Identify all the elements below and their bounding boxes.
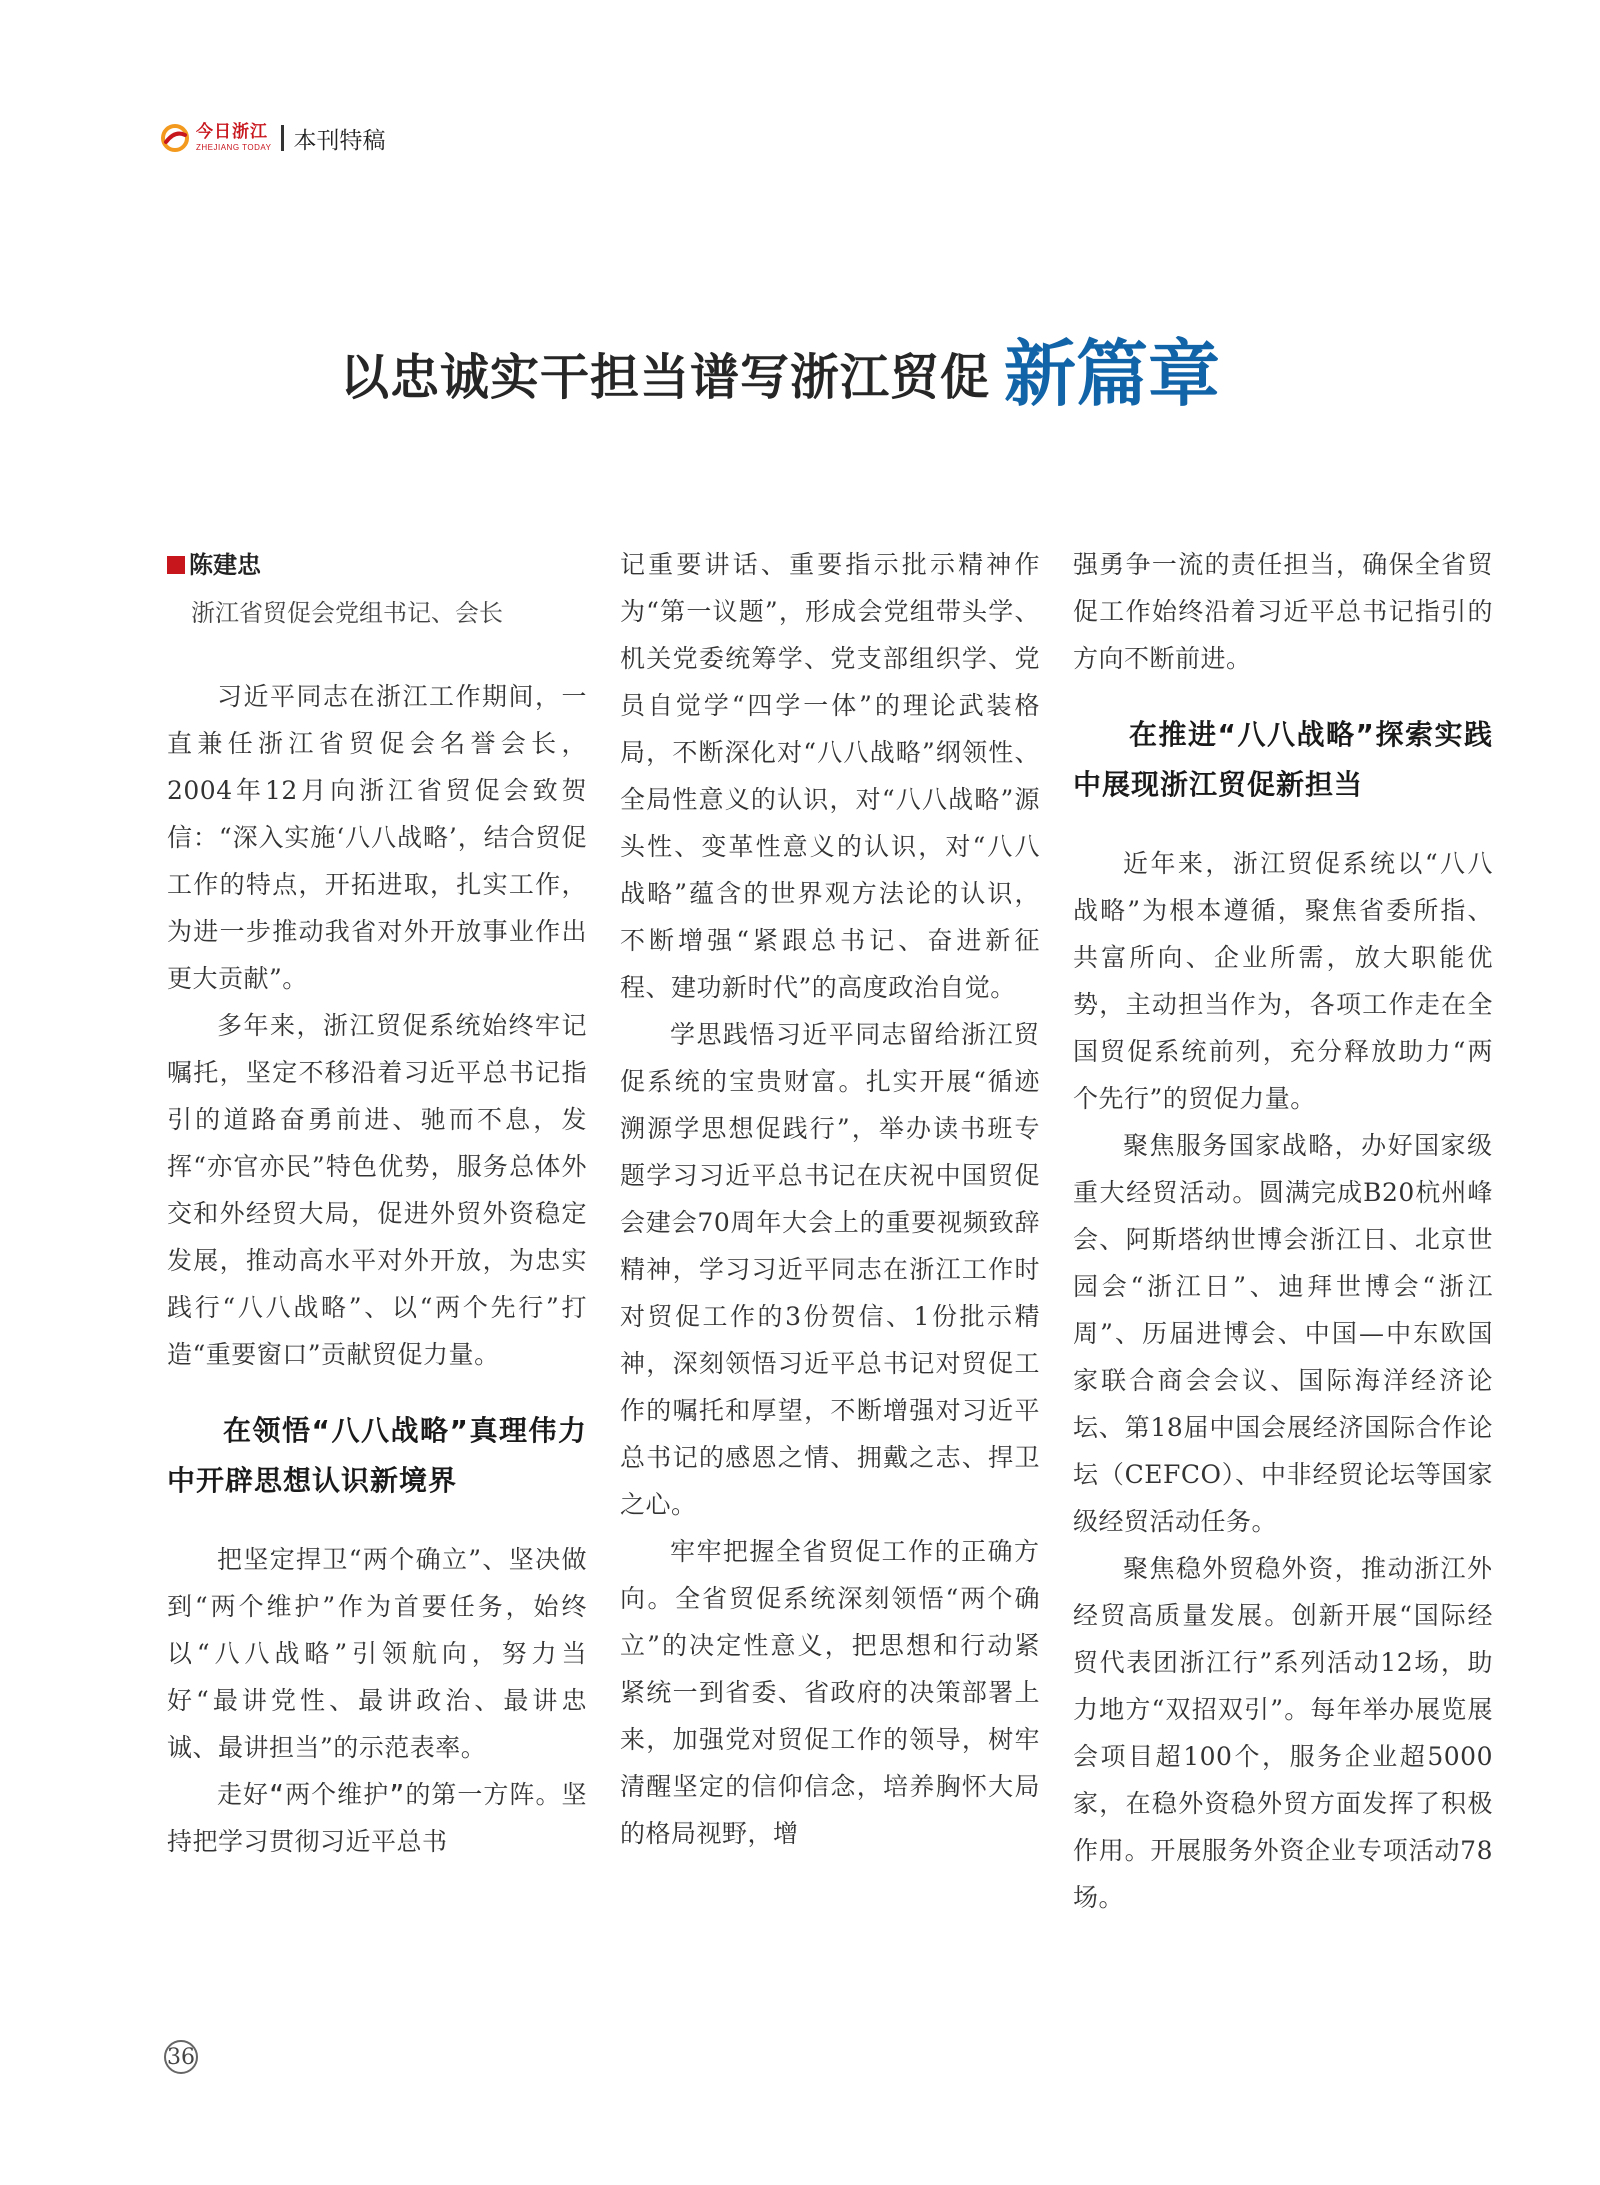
paragraph: 把坚定捍卫“两个确立”、坚决做到“两个维护”作为首要任务，始终以“八八战略”引领航向，努力当好“最讲党性、最讲政治、最讲忠诚、最讲担当”的示范表率。 (167, 1545, 587, 1762)
paragraph: 近年来，浙江贸促系统以“八八战略”为根本遵循，聚焦省委所指、共富所向、企业所需，放大职能优势，主动担当作为，各项工作走在全国贸促系统前列，充分释放助力“两个先行”的贸促力量。 (1073, 849, 1493, 1113)
paragraph-body: 坚持把学习贯彻习近平总书 (167, 1780, 587, 1856)
paragraph: 习近平同志在浙江工作期间，一直兼任浙江省贸促会名誉会长，2004年12月向浙江省贸促会致贺信：“深入实施‘八八战略’，结合贸促工作的特点，开拓进取，扎实工作，为进一步推动我省对外开放事业作出更大贡献”。 (167, 682, 587, 993)
section-heading: 在领悟“八八战略”真理伟力中开辟思想认识新境界 (167, 1414, 587, 1497)
paragraph: 记重要讲话、重要指示批示精神作为“第一议题”，形成会党组带头学、机关党委统筹学、党支部组织学、党员自觉学“四学一体”的理论武装格局，不断深化对“八八战略”纲领性、全局性意义的认识，对“八八战略”源头性、变革性意义的认识，对“八八战略”蕴含的世界观方法论的认识，不断增强“紧跟总书记、奋进新征程、建功新时代”的高度政治自觉。 (620, 550, 1040, 1002)
section-heading: 在推进“八八战略”探索实践中展现浙江贸促新担当 (1073, 718, 1493, 801)
paragraph-body: 全省贸促系统深刻领悟“两个确立”的决定性意义，把思想和行动紧紧统一到省委、省政府的决策部署上来，加强党对贸促工作的领导，树牢清醒坚定的信仰信念，培养胸怀大局的格局视野，增 (620, 1584, 1040, 1848)
paragraph-lead: 聚焦稳外贸稳外资，推动浙江外经贸高质量发展。 (1073, 1554, 1493, 1630)
header-divider (281, 125, 284, 151)
paragraph (167, 1771, 587, 1865)
logo-swirl-icon (160, 123, 190, 153)
text-column-2 (620, 541, 1040, 1857)
paragraph (620, 1011, 1040, 1528)
paragraph-body: 圆满完成B20杭州峰会、阿斯塔纳世博会浙江日、北京世园会“浙江日”、迪拜世博会“浙江周”、历届进博会、中国—中东欧国家联合商会会议、国际海洋经济论坛、第18届中国会展经济国际合作论坛（CEFCO）、中非经贸论坛等国家级经贸活动任务。 (1073, 1178, 1493, 1536)
paragraph (1073, 1545, 1493, 1921)
author-marker (167, 556, 185, 574)
article-title-main: 以忠诚实干担当谱写浙江贸促 (340, 348, 991, 406)
paragraph: 多年来，浙江贸促系统始终牢记嘱托，坚定不移沿着习近平总书记指引的道路奋勇前进、驰而不息，发挥“亦官亦民”特色优势，服务总体外交和外经贸大局，促进外贸外资稳定发展，推动高水平对外开放，为忠实践行“八八战略”、以“两个先行”打造“重要窗口”贡献贸促力量。 (167, 1011, 587, 1369)
paragraph: 强勇争一流的责任担当，确保全省贸促工作始终沿着习近平总书记指引的方向不断前进。 (1073, 550, 1493, 673)
text-column-3 (1073, 541, 1493, 1921)
page-header (160, 118, 385, 158)
author-name: 陈建忠 (189, 551, 261, 579)
paragraph (1073, 1122, 1493, 1545)
section-label: 本刊特稿 (293, 127, 386, 154)
article-title (340, 330, 1221, 416)
author-byline (167, 541, 587, 589)
magazine-logo (160, 123, 271, 153)
paragraph-lead: 牢牢把握全省贸促工作的正确方向。 (620, 1537, 1040, 1613)
text-column-1 (167, 541, 587, 1865)
paragraph-lead: 聚焦服务国家战略，办好国家级重大经贸活动。 (1073, 1131, 1493, 1207)
paragraph-body: 扎实开展“循迹溯源学思想促践行”，举办读书班专题学习习近平总书记在庆祝中国贸促会建会70周年大会上的重要视频致辞精神，学习习近平同志在浙江工作时对贸促工作的3份贺信、1份批示精神，深刻领悟习近平总书记对贸促工作的嘱托和厚望，不断增强对习近平总书记的感恩之情、拥戴之志、捍卫之心。 (620, 1067, 1040, 1519)
logo-english-text: ZHEJIANG TODAY (196, 143, 272, 152)
paragraph-lead: 学思践悟习近平同志留给浙江贸促系统的宝贵财富。 (620, 1020, 1040, 1096)
author-position: 浙江省贸促会党组书记、会长 (191, 599, 503, 627)
page-number: 36 (164, 2040, 198, 2074)
paragraph-body: 创新开展“国际经贸代表团浙江行”系列活动12场，助力地方“双招双引”。每年举办展览展会项目超100个，服务企业超5000家，在稳外资稳外贸方面发挥了积极作用。开展服务外资企业专项活动78场。 (1073, 1601, 1493, 1912)
paragraph-lead: 走好“两个维护”的第一方阵。 (217, 1780, 562, 1809)
logo-chinese-text: 今日浙江 (196, 122, 268, 142)
article-title-accent: 新篇章 (1004, 332, 1221, 416)
paragraph (620, 1528, 1040, 1857)
